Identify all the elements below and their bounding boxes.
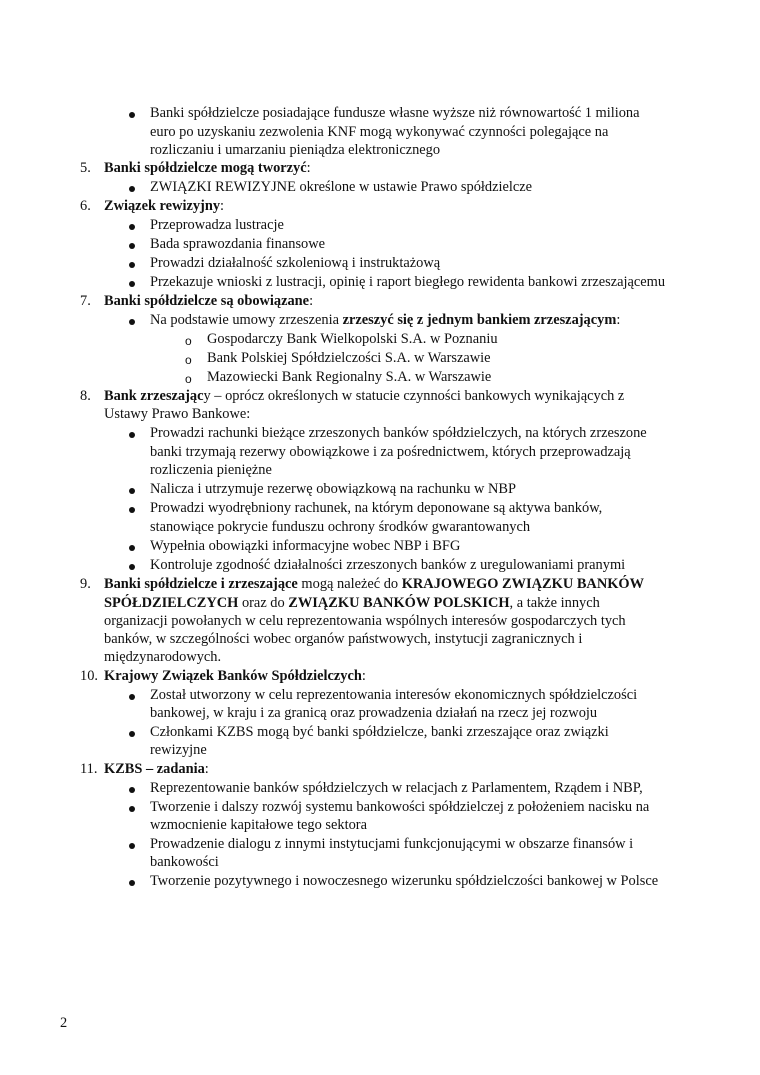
text-line: euro po uzyskaniu zezwolenia KNF mogą wykonywać czynności polegające na	[150, 124, 609, 140]
bullet-icon	[129, 694, 135, 700]
text-line: Przeprowadza lustracje	[150, 217, 284, 233]
bullet-icon	[129, 488, 135, 494]
text-line: SPÓŁDZIELCZYCH oraz do ZWIĄZKU BANKÓW POLSKICH, a także innych	[104, 595, 600, 611]
text-line: rozliczenia pieniężne	[150, 462, 272, 478]
text-line: Bada sprawozdania finansowe	[150, 236, 326, 252]
section-number: 5.	[80, 160, 91, 176]
bullet-icon	[129, 787, 135, 793]
section-heading: Banki spółdzielcze mogą tworzyć:	[104, 160, 311, 176]
bullet-icon	[129, 186, 135, 192]
text-line: bankowości	[150, 854, 219, 870]
bullet-icon	[129, 281, 135, 287]
bullet-icon	[129, 545, 135, 551]
text-line: Został utworzony w celu reprezentowania interesów ekonomicznych spółdzielczości	[150, 687, 638, 703]
section-number: 11.	[80, 761, 98, 777]
bullet-icon	[129, 112, 135, 118]
section-number: 7.	[80, 293, 91, 309]
sub-bullet-icon: o	[185, 353, 192, 367]
bullet-icon	[129, 806, 135, 812]
section-heading: Banki spółdzielcze i zrzeszające mogą należeć do KRAJOWEGO ZWIĄZKU BANKÓW	[104, 576, 644, 592]
bullet-icon	[129, 224, 135, 230]
text-line: międzynarodowych.	[104, 649, 222, 665]
text-line: stanowiące pokrycie funduszu ochrony środków gwarantowanych	[150, 519, 531, 535]
text-line: Gospodarczy Bank Wielkopolski S.A. w Poznaniu	[207, 331, 498, 347]
text-line: bankowej, w kraju i za granicą oraz prowadzenia działań na rzecz jej rozwoju	[150, 705, 598, 721]
bullet-icon	[129, 243, 135, 249]
section-heading: Bank zrzeszający – oprócz określonych w statucie czynności bankowych wynikających z	[104, 388, 625, 404]
section-number: 10.	[80, 668, 98, 684]
text-line: Ustawy Prawo Bankowe:	[104, 406, 251, 422]
page-number: 2	[60, 1015, 68, 1031]
bullet-icon	[129, 432, 135, 438]
bullet-icon	[129, 507, 135, 513]
section-number: 9.	[80, 576, 91, 592]
text-line: ZWIĄZKI REWIZYJNE określone w ustawie Prawo spółdzielcze	[150, 179, 533, 195]
bullet-icon	[129, 564, 135, 570]
text-line: rozliczaniu i umarzaniu pieniądza elektronicznego	[150, 142, 441, 158]
bullet-icon	[129, 843, 135, 849]
bullet-icon	[129, 731, 135, 737]
text-line: Reprezentowanie banków spółdzielczych w relacjach z Parlamentem, Rządem i NBP,	[150, 780, 643, 796]
text-line: banków, w szczególności wobec organów państwowych, instytucji zagranicznych i	[104, 631, 583, 647]
text-line: Tworzenie pozytywnego i nowoczesnego wizerunku spółdzielczości bankowej w Polsce	[150, 873, 659, 889]
bullet-icon	[129, 262, 135, 268]
bullet-icon	[129, 880, 135, 886]
text-line: Bank Polskiej Spółdzielczości S.A. w Warszawie	[207, 350, 491, 366]
section-number: 8.	[80, 388, 91, 404]
text-line: wzmocnienie kapitałowe tego sektora	[150, 817, 367, 833]
text-line: Prowadzi rachunki bieżące zrzeszonych banków spółdzielczych, na których zrzeszone	[150, 425, 647, 441]
section-number: 6.	[80, 198, 91, 214]
text-line: Przekazuje wnioski z lustracji, opinię i raport biegłego rewidenta bankowi zrzeszającemu	[150, 274, 666, 290]
section-heading: Krajowy Związek Banków Spółdzielczych:	[104, 668, 366, 684]
section-heading: Związek rewizyjny:	[104, 198, 225, 214]
text-line: rewizyjne	[150, 742, 207, 758]
sub-bullet-icon: o	[185, 372, 192, 386]
sub-bullet-icon: o	[185, 334, 192, 348]
text-line: Kontroluje zgodność działalności zrzeszonych banków z uregulowaniami pranymi	[150, 557, 626, 573]
text-line: Nalicza i utrzymuje rezerwę obowiązkową na rachunku w NBP	[150, 481, 517, 497]
text-line: Prowadzenie dialogu z innymi instytucjami funkcjonującymi w obszarze finansów i	[150, 836, 634, 852]
text-line: Wypełnia obowiązki informacyjne wobec NBP i BFG	[150, 538, 461, 554]
text-line: organizacji powołanych w celu reprezentowania wspólnych interesów gospodarczych tych	[104, 613, 626, 629]
text-line: Prowadzi wyodrębniony rachunek, na którym deponowane są aktywa banków,	[150, 500, 603, 516]
text-line: Prowadzi działalność szkoleniową i instruktażową	[150, 255, 441, 271]
section-heading: Banki spółdzielcze są obowiązane:	[104, 293, 314, 309]
bullet-icon	[129, 319, 135, 325]
text-line: Mazowiecki Bank Regionalny S.A. w Warszawie	[207, 369, 492, 385]
text-line: Członkami KZBS mogą być banki spółdzielcze, banki zrzeszające oraz związki	[150, 724, 609, 740]
text-line: banki trzymają rezerwy obowiązkowe i za pośrednictwem, których przeprowadzają	[150, 444, 631, 460]
text-line: Na podstawie umowy zrzeszenia zrzeszyć się z jednym bankiem zrzeszającym:	[150, 312, 621, 328]
section-heading: KZBS – zadania:	[104, 761, 209, 777]
text-line: Tworzenie i dalszy rozwój systemu bankowości spółdzielczej z położeniem nacisku na	[150, 799, 650, 815]
text-line: Banki spółdzielcze posiadające fundusze własne wyższe niż równowartość 1 miliona	[150, 105, 640, 121]
